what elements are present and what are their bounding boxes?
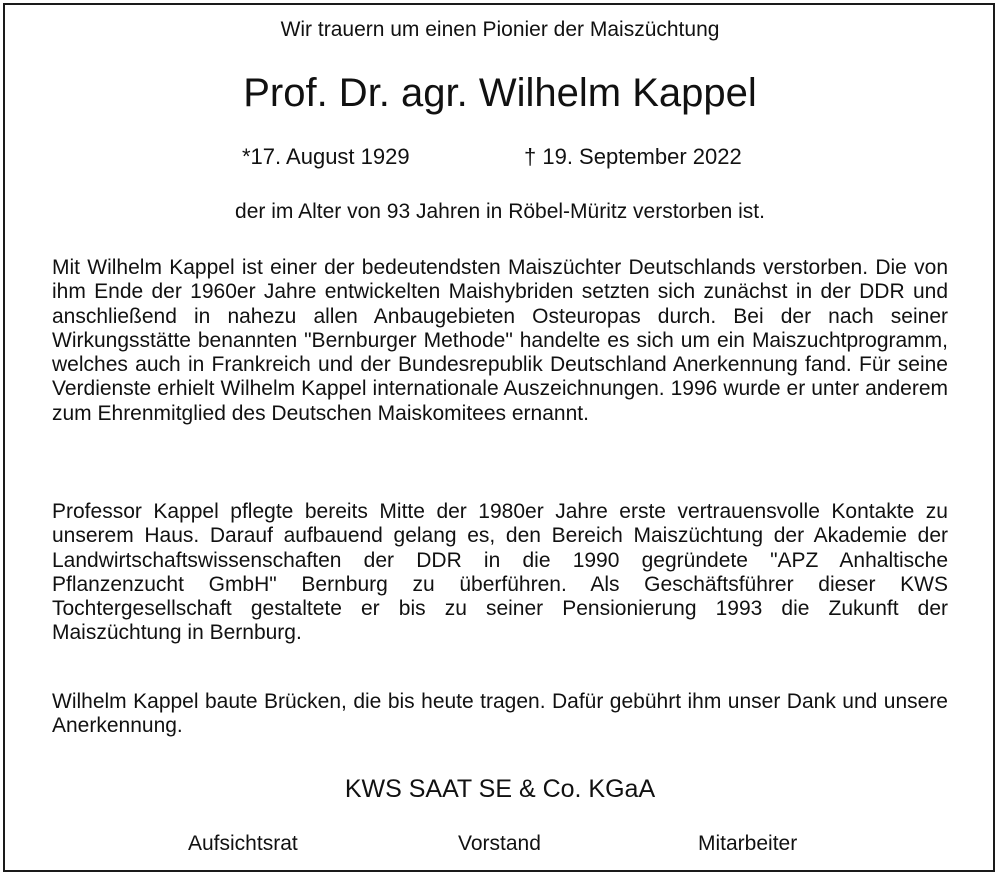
paragraph-2: Professor Kappel pflegte bereits Mitte der 1980er Jahre erste vertrauensvolle Kontakte zu unserem Haus. Darauf aufbauend gelang es, den Bereich Maiszüchtung der Akademie der Landwirtschaftswissenschaften der DDR in die 1990 gegründete "APZ Anhaltische Pflanzenzucht GmbH" Bernburg zu überführen. Als Geschäftsführer dieser KWS Tochtergesellschaft gestaltete er bis zu seiner Pensionierung 1993 die Zukunft der Maiszüchtung in Bernburg. [52,500,948,645]
notice-border [3,3,995,872]
death-date: † 19. September 2022 [524,144,742,169]
intro-line: Wir trauern um einen Pionier der Maiszüchtung [280,18,720,41]
paragraph-3: Wilhelm Kappel baute Brücken, die bis heute tragen. Dafür gebührt ihm unser Dank und unsere Anerkennung. [52,690,948,738]
company-name: KWS SAAT SE & Co. KGaA [344,775,656,803]
signatory-supervisory-board: Aufsichtsrat [188,832,298,855]
deceased-name: Prof. Dr. agr. Wilhelm Kappel [243,71,757,115]
signatory-employees: Mitarbeiter [698,832,798,855]
paragraph-1: Mit Wilhelm Kappel ist einer der bedeutendsten Maiszüchter Deutschlands verstorben. Die von ihm Ende der 1960er Jahre entwickelten Maishybriden setzten sich zunächst in der DDR und anschließend in nahezu allen Anbaugebieten Osteuropas durch. Bei der nach seiner Wirkungsstätte benannten "Bernburger Methode" handelte es sich um ein Maiszuchtprogramm, welches auch in Frankreich und der Bundesrepublik Deutschland Anerkennung fand. Für seine Verdienste erhielt Wilhelm Kappel internationale Auszeichnungen. 1996 wurde er unter anderem zum Ehrenmitglied des Deutschen Maiskomitees ernannt. [52,256,948,425]
birth-date: *17. August 1929 [242,144,410,169]
signatory-executive-board: Vorstand [458,832,541,855]
age-line: der im Alter von 93 Jahren in Röbel-Müritz verstorben ist. [235,200,765,223]
